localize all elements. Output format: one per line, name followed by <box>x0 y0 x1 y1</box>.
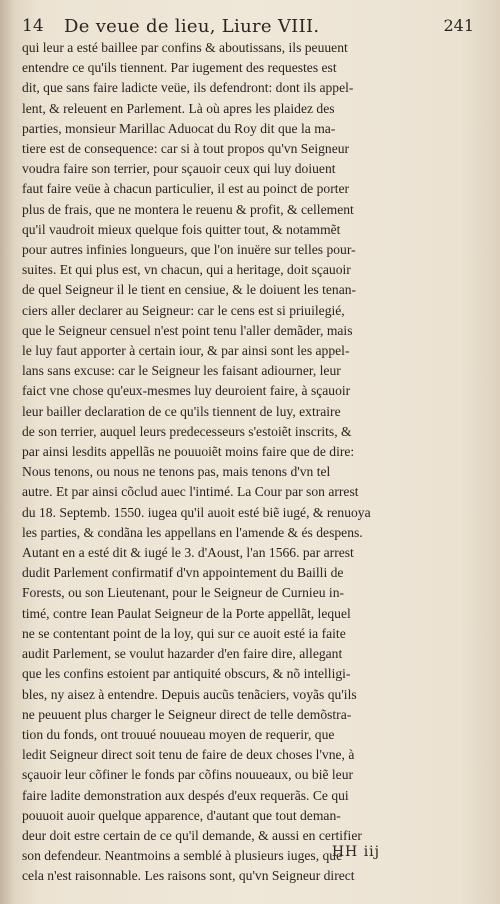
page-footer <box>22 834 480 878</box>
text-line: ne peuuent plus charger le Seigneur direct de telle demõstra- <box>22 706 352 722</box>
text-line: parties, monsieur Marillac Aduocat du Roy dit que la ma- <box>22 120 336 136</box>
text-line: qu'il vaudroit mieux quelque fois quitter tout, & notammẽt <box>22 221 341 237</box>
running-head: De veue de lieu, Liure VIII. <box>64 16 320 37</box>
text-line: pour autres infinies longueurs, que l'on inuëre sur telles pour- <box>22 242 356 258</box>
text-line: bles, ny aisez à entendre. Depuis aucũs tenãciers, voyãs qu'ils <box>22 686 357 702</box>
text-line: le luy faut apporter à certain iour, & par ainsi sont les appel- <box>22 343 350 359</box>
text-line: leur bailler declaration de ce qu'ils tiennent de luy, extraire <box>22 403 341 419</box>
gutter-shadow <box>0 0 14 904</box>
text-line: faire ladite demonstration aux despés d'eux requerãs. Ce qui <box>22 787 349 803</box>
text-line: sçauoir leur cõfiner le fonds par cõfins nouueaux, ou biẽ leur <box>22 767 354 783</box>
text-line: pouuoit auoir quelque apparence, d'autant que tout deman- <box>22 807 341 823</box>
text-line: ciers aller declarer au Seigneur: car le cens est si priuilegié, <box>22 302 345 318</box>
text-line: cela n'est raisonnable. Les raisons sont, qu'vn Seigneur direct <box>22 868 355 884</box>
text-line: dit, que sans faire ladicte veüe, ils defendront: dont ils appel- <box>22 80 354 96</box>
text-line: faut faire veüe à chacun particulier, il est au poinct de porter <box>22 181 350 197</box>
text-line: audit Parlement, se voulut hazarder d'en faire dire, allegant <box>22 646 343 662</box>
text-line: les parties, & condãna les appellans en l'amende & és despens. <box>22 524 363 540</box>
text-line: plus de frais, que ne montera le reuenu & profit, & cellement <box>22 201 354 217</box>
text-line: entendre ce qu'ils tiennent. Par iugement des requestes est <box>22 60 337 76</box>
text-line: que les confins estoient par antiquité obscurs, & nõ intelligi- <box>22 666 351 682</box>
text-line: son defendeur. Neantmoins a semblé à plusieurs iuges, que <box>22 848 343 864</box>
body-text <box>22 38 480 887</box>
text-line: dudit Parlement confirmatif d'vn appointement du Bailli de <box>22 565 344 581</box>
text-line: lans sans excuse: car le Seigneur les faisant adiourner, leur <box>22 363 341 379</box>
text-line: que le Seigneur censuel n'est point tenu l'aller demãder, mais <box>22 322 353 338</box>
text-line: du 18. Septemb. 1550. iugea qu'il auoit esté biẽ iugé, & renuoya <box>22 504 371 520</box>
text-line: deur doit estre certain de ce qu'il demande, & aussi en certifier <box>22 827 362 843</box>
text-line: tiere est de consequence: car si à tout propos qu'vn Seigneur <box>22 141 350 157</box>
folio-left: 14 <box>22 16 44 36</box>
text-line: Nous tenons, ou nous ne tenons pas, mais tenons d'vn tel <box>22 464 331 480</box>
text-line: tion du fonds, ont trouué nouueau moyen de requerir, que <box>22 726 335 742</box>
text-line: ne se contentant point de la loy, qui sur ce auoit esté ia faite <box>22 625 346 641</box>
signature-mark: HH iij <box>331 844 380 860</box>
text-line: faict vne chose qu'eux-mesmes luy deuroient faire, à sçauoir <box>22 383 351 399</box>
text-line: timé, contre Iean Paulat Seigneur de la Porte appellãt, lequel <box>22 605 351 621</box>
text-line: autre. Et par ainsi cõclud auec l'intimé. La Cour par son arrest <box>22 484 359 500</box>
text-line: lent, & releuent en Parlement. Là où apres les plaidez des <box>22 100 335 116</box>
text-line: voudra faire son terrier, pour sçauoir ceux qui luy doiuent <box>22 161 336 177</box>
text-line: par ainsi lesdits appellãs ne pouuoiẽt moins faire que de dire: <box>22 444 355 460</box>
text-line: ledit Seigneur direct soit tenu de faire de deux choses l'vne, à <box>22 747 355 763</box>
folio-right: 241 <box>443 16 474 35</box>
text-line: de son terrier, auquel leurs predecesseurs s'estoiẽt inscrits, & <box>22 423 352 439</box>
text-line: qui leur a esté baillee par confins & aboutissans, ils peuuent <box>22 40 348 55</box>
text-line: de quel Seigneur il le tient en censiue, & le doiuent les tenan- <box>22 282 357 298</box>
text-line: Autant en a esté dit & iugé le 3. d'Aoust, l'an 1566. par arrest <box>22 545 354 561</box>
text-line: suites. Et qui plus est, vn chacun, qui a heritage, doit sçauoir <box>22 262 351 278</box>
text-line: Forests, ou son Lieutenant, pour le Seigneur de Curnieu in- <box>22 585 345 601</box>
